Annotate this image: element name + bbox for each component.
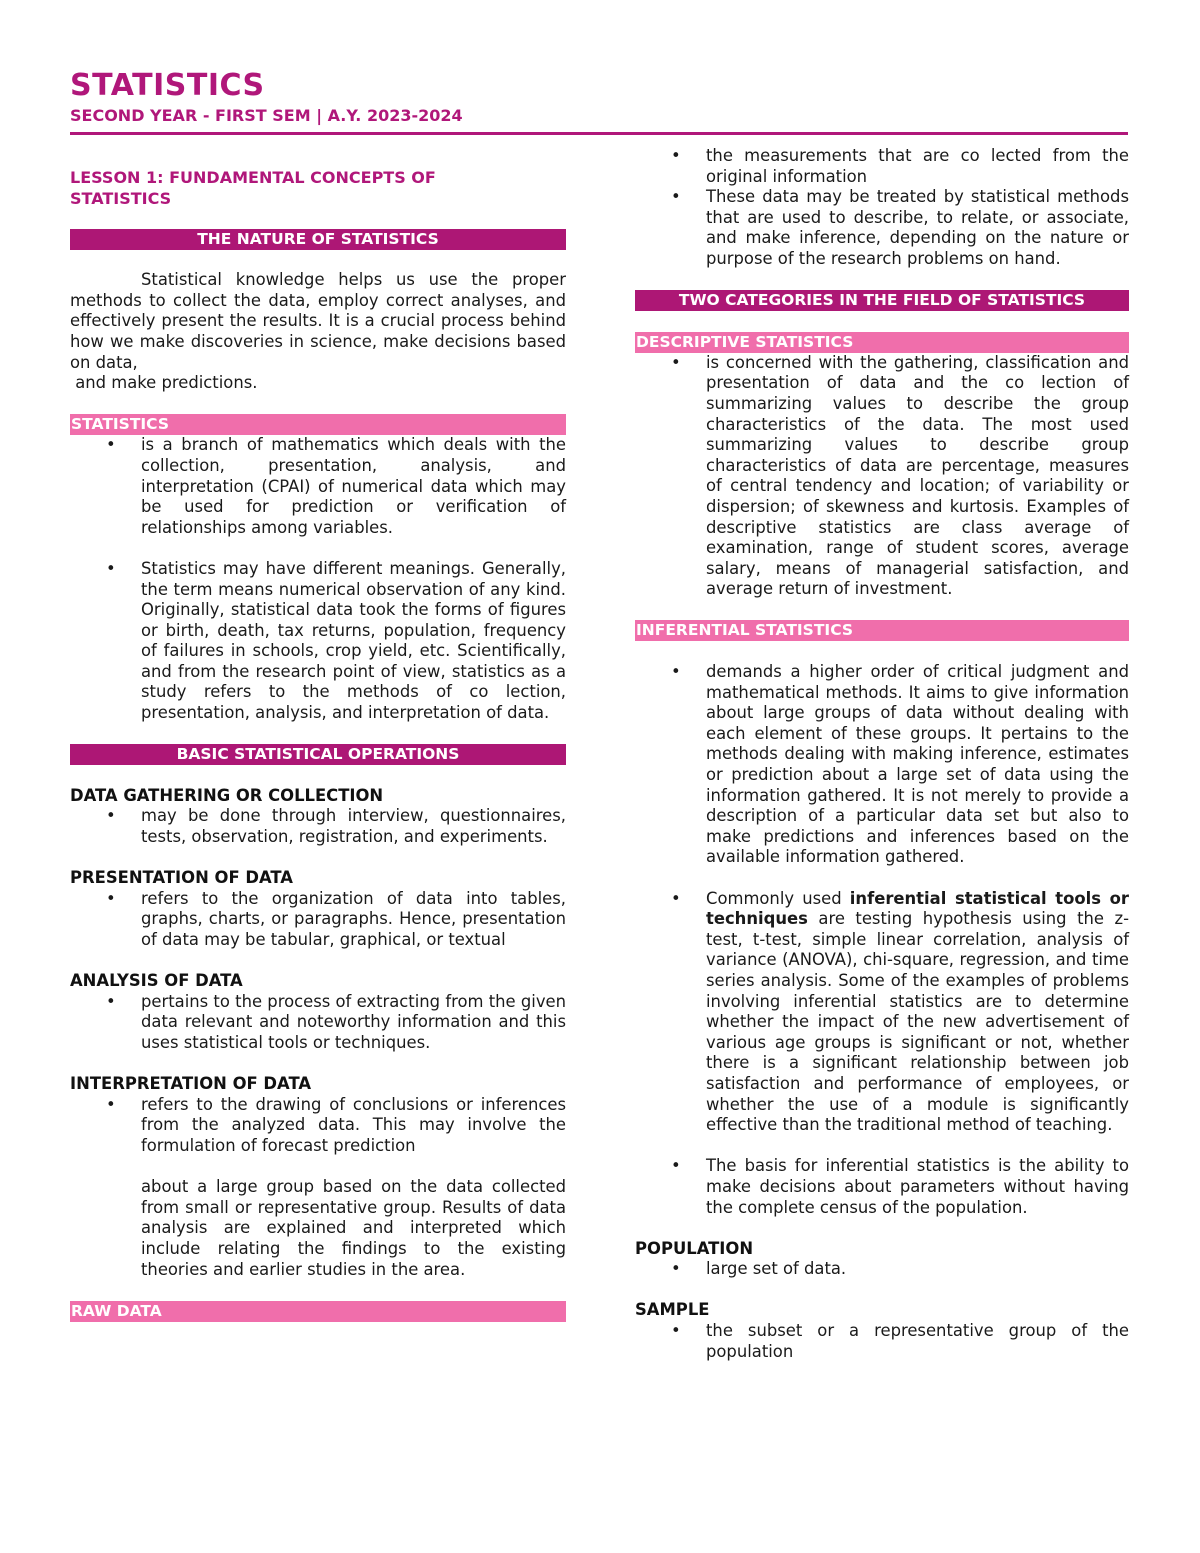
list-item: • is concerned with the gathering, classification and presentation of data and the co lection of summarizing values to describe the group characteristics of the data. The most used summarizing values to describe group characteristics of data are percentage, measures of central tendency and location; of variability or dispersion; of skewness and kurtosis. Examples of descriptive statistics are class average of examination, range of student scores, average salary, means of managerial satisfaction, and average return of investment. — [635, 353, 1129, 600]
heading-sample: SAMPLE — [635, 1300, 710, 1320]
list-item: • These data may be treated by statistical methods that are used to describe, to relate, or associate, and make inference, depending on the nature or purpose of the research problems on hand. — [635, 187, 1129, 269]
heading-presentation: PRESENTATION OF DATA — [70, 868, 293, 888]
interpretation-continuation: about a large group based on the data collected from small or representative group. Results of data analysis are explained and interpreted which include relating the findings to the existing theories and earlier studies in the area. — [141, 1177, 566, 1279]
section-bar-raw-data: RAW DATA — [70, 1301, 566, 1322]
list-item: • Statistics may have different meanings. Generally, the term means numerical observation of any kind. Originally, statistical data took the forms of figures or birth, death, tax returns, population, frequency of failures in schools, crop yield, etc. Scientifically, and from the research point of view, statistics as a study refers to the methods of co lection, presentation, analysis, and interpretation of data. — [70, 559, 566, 724]
list-item: • may be done through interview, questionnaires, tests, observation, registration, and experiments. — [70, 806, 566, 847]
inferential-item2-pre: Commonly used — [706, 888, 850, 908]
list-item: • is a branch of mathematics which deals with the collection, presentation, analysis, and interpretation (CPAI) of numerical data which may be used for prediction or verification of relationships among variables. — [70, 435, 566, 538]
left-column — [70, 146, 566, 1322]
list-item: • pertains to the process of extracting from the given data relevant and noteworthy information and this uses statistical tools or techniques. — [70, 992, 566, 1054]
section-bar-nature: THE NATURE OF STATISTICS — [70, 229, 566, 250]
list-item: • demands a higher order of critical judgment and mathematical methods. It aims to give information about large groups of data without dealing with each element of these groups. It pertains to the methods dealing with making inference, estimates or prediction about a large set of data using the information gathered. It is not merely to provide a description of a particular data set but also to make predictions and inferences based on the available information gathered. — [635, 662, 1129, 868]
section-bar-categories: TWO CATEGORIES IN THE FIELD OF STATISTICS — [635, 290, 1129, 311]
lesson-title: LESSON 1: FUNDAMENTAL CONCEPTS OF STATISTICS — [70, 167, 436, 208]
inferential-item2-post: are testing hypothesis using the z-test, t-test, simple linear correlation, analysis of variance (ANOVA), chi-square, regression, and time series analysis. Some of the examples of problems involving inferential statistics are to determine whether the impact of the new advertisement of various age groups is significant or not, whether there is a significant relationship between job satisfaction and performance of employees, or whether the use of a module is significantly effective than the traditional method of teaching. — [706, 909, 1129, 1135]
raw-data-list — [635, 146, 1129, 270]
heading-interpretation: INTERPRETATION OF DATA — [70, 1074, 312, 1094]
section-bar-descriptive: DESCRIPTIVE STATISTICS — [635, 332, 1129, 353]
list-item: • the subset or a representative group of the population — [635, 1321, 1129, 1362]
heading-gathering: DATA GATHERING OR COLLECTION — [70, 785, 384, 805]
right-column — [635, 146, 1129, 1362]
nature-paragraph-end: and make predictions. — [70, 373, 258, 393]
heading-analysis: ANALYSIS OF DATA — [70, 971, 243, 991]
heading-population: POPULATION — [635, 1238, 754, 1258]
list-item: • the measurements that are co lected from the original information — [635, 146, 1129, 187]
list-item — [635, 889, 1129, 1136]
header-divider — [70, 132, 1128, 135]
section-bar-inferential: INFERENTIAL STATISTICS — [635, 620, 1129, 641]
list-item: • The basis for inferential statistics is the ability to make decisions about parameters without having the complete census of the population. — [635, 1156, 1129, 1218]
statistics-list — [70, 435, 566, 723]
document-title: STATISTICS — [70, 68, 265, 103]
list-item: • large set of data. — [635, 1259, 1129, 1280]
nature-paragraph: Statistical knowledge helps us use the proper methods to collect the data, employ correct analyses, and effectively present the results. It is a crucial process behind how we make discoveries in science, make decisions based on data, — [70, 270, 566, 372]
section-bar-operations: BASIC STATISTICAL OPERATIONS — [70, 744, 566, 765]
list-item: • refers to the organization of data into tables, graphs, charts, or paragraphs. Hence, presentation of data may be tabular, graphical, or textual — [70, 889, 566, 951]
document-subtitle: SECOND YEAR - FIRST SEM | A.Y. 2023-2024 — [70, 106, 463, 125]
inferential-item2-bold: inferential statistical tools or techniques — [706, 888, 1130, 929]
list-item: • refers to the drawing of conclusions or inferences from the analyzed data. This may involve the formulation of forecast prediction — [70, 1095, 566, 1157]
inferential-list — [635, 662, 1129, 1218]
section-bar-statistics: STATISTICS — [70, 414, 566, 435]
